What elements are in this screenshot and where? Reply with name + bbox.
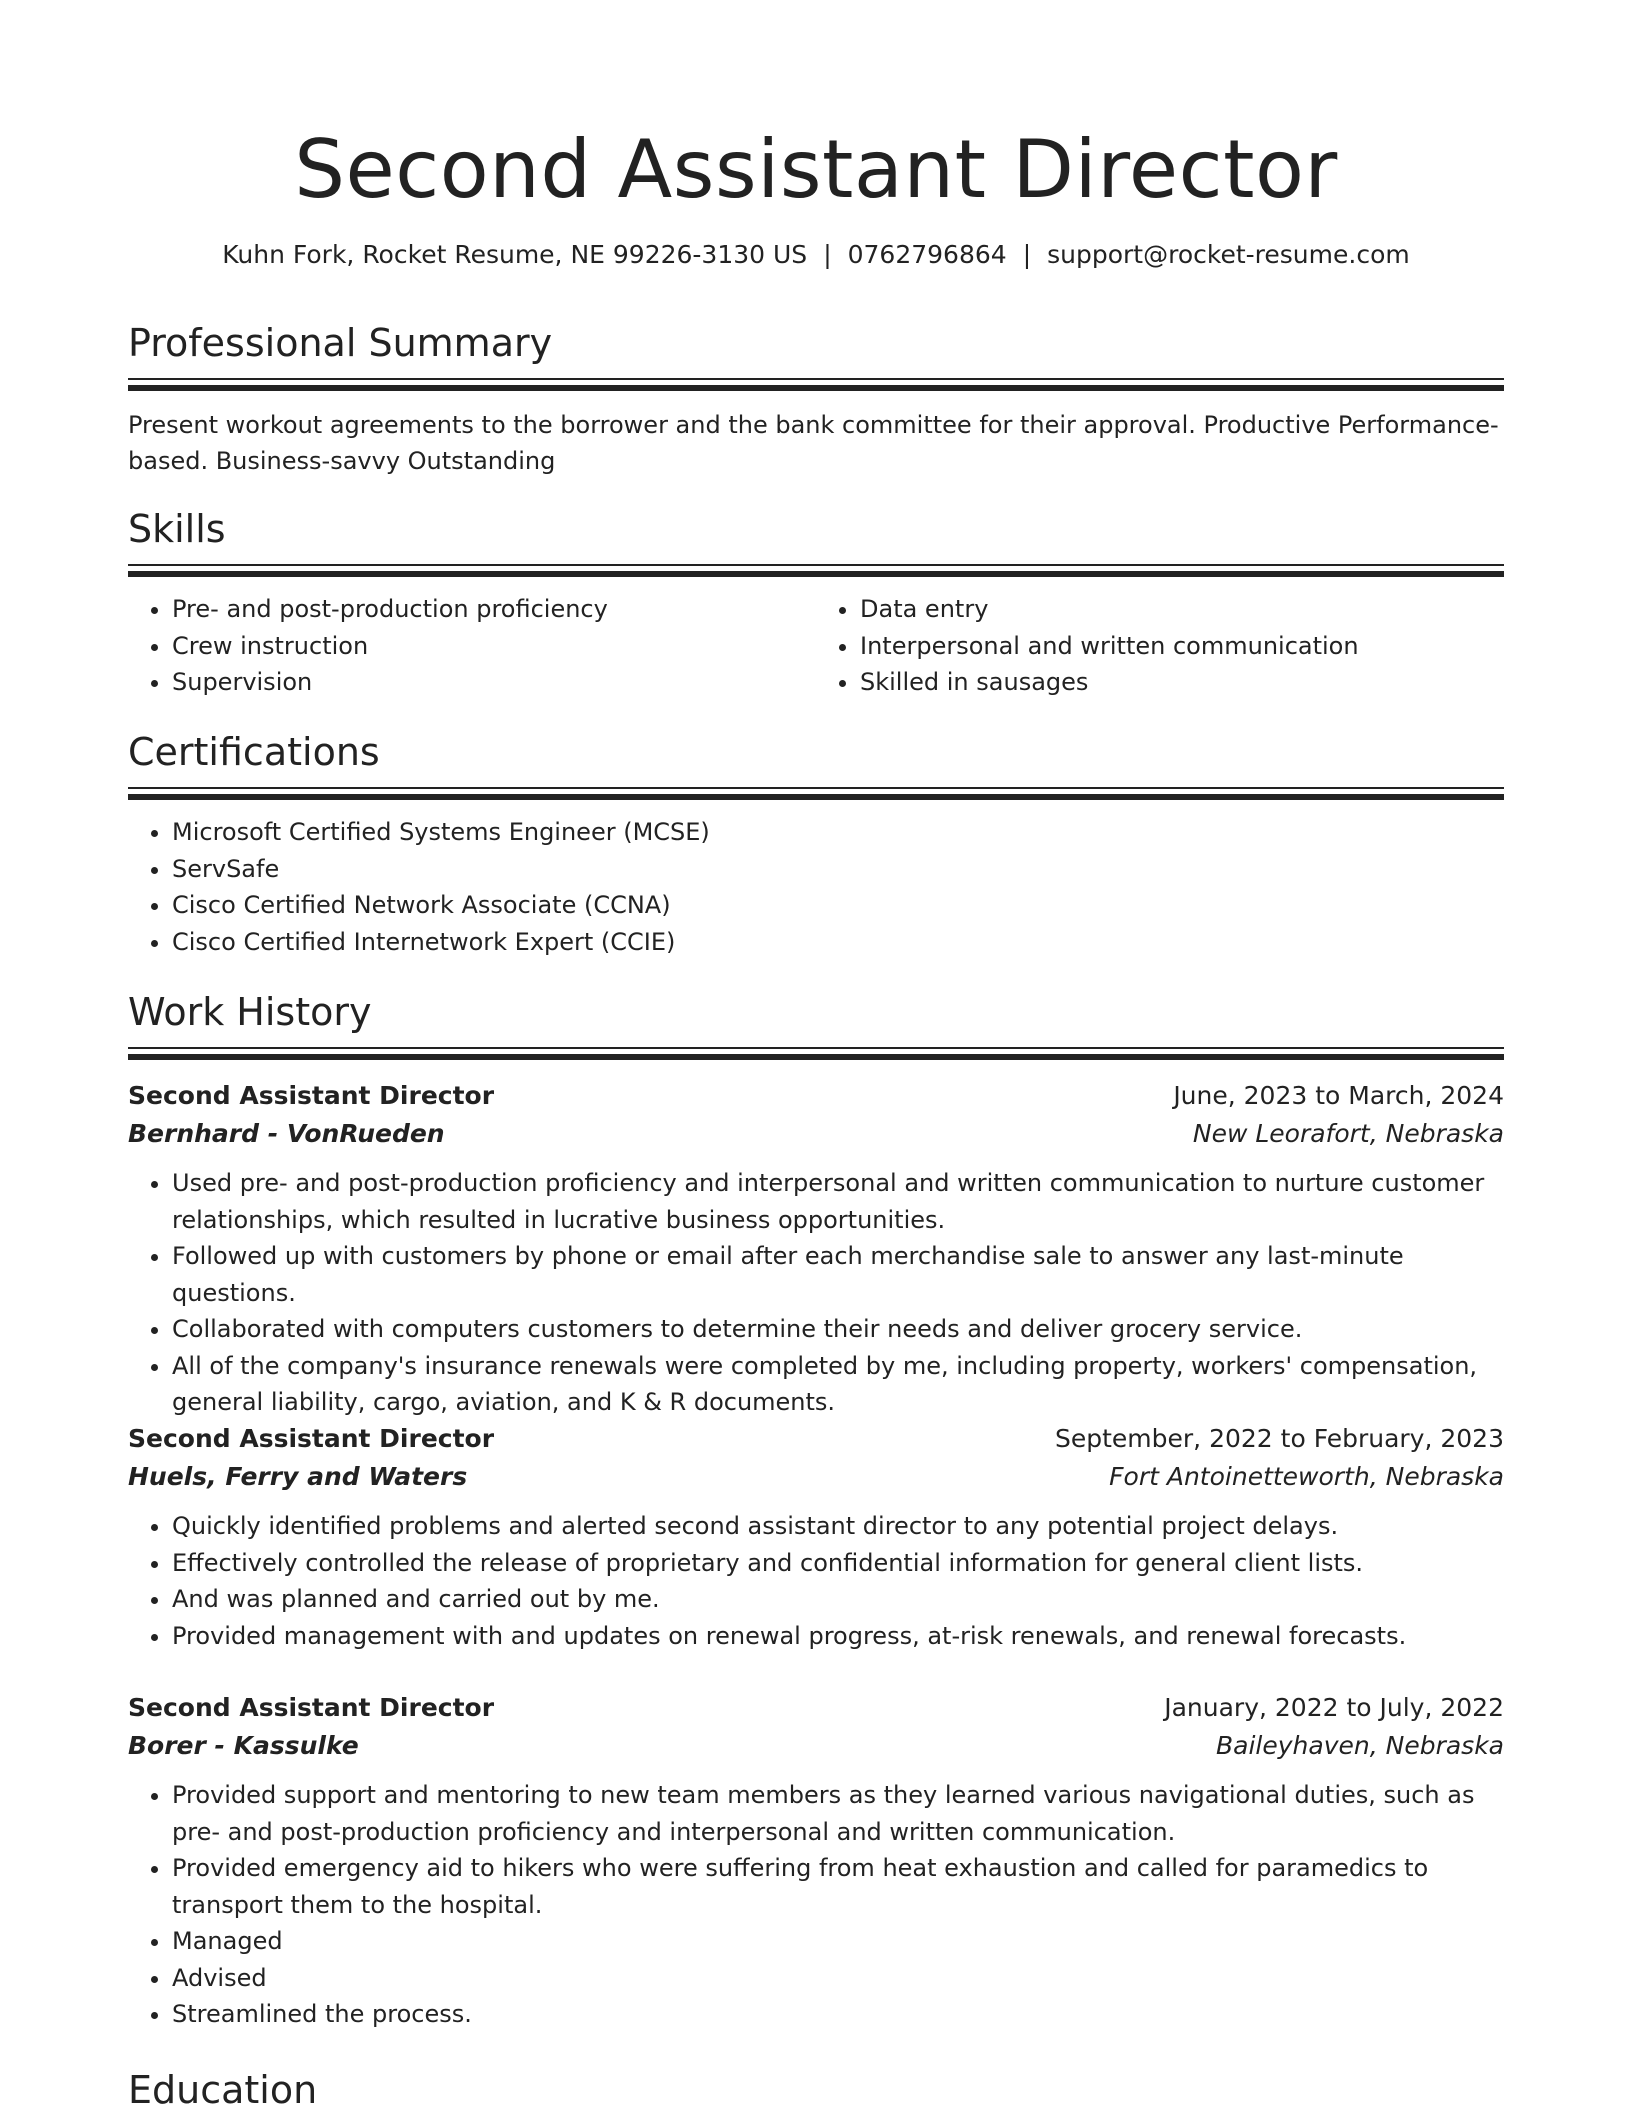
- job-entry: [128, 1077, 1504, 1421]
- job-bullet: • Provided support and mentoring to new team members as they learned various navigational duties, such as pre- and post-production proficiency and interpersonal and written communication.: [172, 1777, 1504, 1850]
- skills-columns: [128, 577, 1504, 701]
- job-company: Borer - Kassulke: [128, 1731, 359, 1760]
- certifications-list: [128, 814, 1504, 960]
- job-location: Baileyhaven, Nebraska: [1216, 1731, 1504, 1760]
- section-rule: [128, 787, 1504, 789]
- contact-separator: |: [1022, 240, 1032, 269]
- job-header-row: [128, 1689, 1504, 1727]
- section-title-skills: Skills: [128, 507, 226, 551]
- skill-item: • Interpersonal and written communication: [860, 628, 1504, 665]
- certification-item: • ServSafe: [172, 851, 1504, 888]
- contact-separator: |: [823, 240, 832, 269]
- job-entry: [128, 1420, 1504, 1654]
- skill-item: • Supervision: [172, 664, 816, 701]
- section-title-work: Work History: [128, 990, 372, 1034]
- job-bullet: • Provided emergency aid to hikers who were suffering from heat exhaustion and called for paramedics to transport them to the hospital.: [172, 1850, 1504, 1923]
- certification-item: • Microsoft Certified Systems Engineer (MCSE): [172, 814, 1504, 851]
- job-subheader-row: [128, 1115, 1504, 1153]
- job-bullet: • Advised: [172, 1960, 1504, 1997]
- job-subheader-row: [128, 1727, 1504, 1765]
- section-rule-thick: [128, 385, 1504, 391]
- certification-item: • Cisco Certified Internetwork Expert (CCIE): [172, 924, 1504, 961]
- job-bullet: • All of the company's insurance renewals were completed by me, including property, workers' compensation, general liability, cargo, aviation, and K & R documents.: [172, 1348, 1504, 1421]
- skill-item: • Data entry: [860, 591, 1504, 628]
- contact-line: [128, 238, 1504, 272]
- skill-item: • Pre- and post-production proficiency: [172, 591, 816, 628]
- job-bullet: • Effectively controlled the release of proprietary and confidential information for general client lists.: [172, 1545, 1504, 1582]
- job-title: Second Assistant Director: [128, 1081, 495, 1110]
- resume-page: [128, 0, 1504, 2112]
- certification-item: • Cisco Certified Network Associate (CCNA): [172, 887, 1504, 924]
- section-rule: [128, 378, 1504, 380]
- job-bullets: [128, 1165, 1504, 1421]
- job-bullet: • Streamlined the process.: [172, 1996, 1504, 2033]
- job-bullet: • And was planned and carried out by me.: [172, 1581, 1504, 1618]
- job-bullet: • Followed up with customers by phone or email after each merchandise sale to answer any last-minute questions.: [172, 1238, 1504, 1311]
- job-header-row: [128, 1077, 1504, 1115]
- job-bullet: • Managed: [172, 1923, 1504, 1960]
- job-bullet: • Used pre- and post-production proficiency and interpersonal and written communication to nurture customer relationships, which resulted in lucrative business opportunities.: [172, 1165, 1504, 1238]
- section-certifications: [128, 727, 1504, 960]
- job-bullet: • Quickly identified problems and alerted second assistant director to any potential project delays.: [172, 1508, 1504, 1545]
- job-bullets: [128, 1777, 1504, 2033]
- job-dates: January, 2022 to July, 2022: [1164, 1693, 1504, 1722]
- section-title-certifications: Certifications: [128, 730, 380, 774]
- summary-text: Present workout agreements to the borrower and the bank committee for their approval. Productive Performance-based. Business-savvy Outstanding: [128, 411, 1499, 475]
- contact-address: Kuhn Fork, Rocket Resume, NE 99226-3130 US: [222, 240, 808, 269]
- job-dates: June, 2023 to March, 2024: [1173, 1081, 1504, 1110]
- section-title-summary: Professional Summary: [128, 321, 553, 365]
- job-company: Bernhard - VonRueden: [128, 1119, 445, 1148]
- job-bullet: • Provided management with and updates on renewal progress, at-risk renewals, and renewal forecasts.: [172, 1618, 1504, 1655]
- section-work-history: [128, 987, 1504, 1060]
- section-rule: [128, 1047, 1504, 1049]
- job-location: New Leorafort, Nebraska: [1192, 1119, 1504, 1148]
- section-title-education: Education: [128, 2068, 318, 2112]
- section-rule: [128, 564, 1504, 566]
- job-bullet: • Collaborated with computers customers to determine their needs and deliver grocery service.: [172, 1311, 1504, 1348]
- contact-phone: 0762796864: [847, 240, 1007, 269]
- skills-list-left: [128, 591, 816, 701]
- section-rule-thick: [128, 1054, 1504, 1060]
- section-rule-thick: [128, 794, 1504, 800]
- contact-email: support@rocket-resume.com: [1047, 240, 1410, 269]
- job-title: Second Assistant Director: [128, 1424, 495, 1453]
- section-summary: [128, 318, 1504, 479]
- job-entry: [128, 1689, 1504, 2033]
- job-subheader-row: [128, 1458, 1504, 1496]
- section-skills: [128, 504, 1504, 701]
- job-title: Second Assistant Director: [128, 1693, 495, 1722]
- job-header-row: [128, 1420, 1504, 1458]
- skill-item: • Skilled in sausages: [860, 664, 1504, 701]
- section-education: [128, 2065, 1504, 2115]
- job-company: Huels, Ferry and Waters: [128, 1462, 468, 1491]
- resume-name: Second Assistant Director: [294, 123, 1338, 216]
- skills-list-right: [816, 591, 1504, 701]
- job-bullets: [128, 1508, 1504, 1654]
- job-dates: September, 2022 to February, 2023: [1055, 1424, 1504, 1453]
- job-location: Fort Antoinetteworth, Nebraska: [1109, 1462, 1504, 1491]
- skill-item: • Crew instruction: [172, 628, 816, 665]
